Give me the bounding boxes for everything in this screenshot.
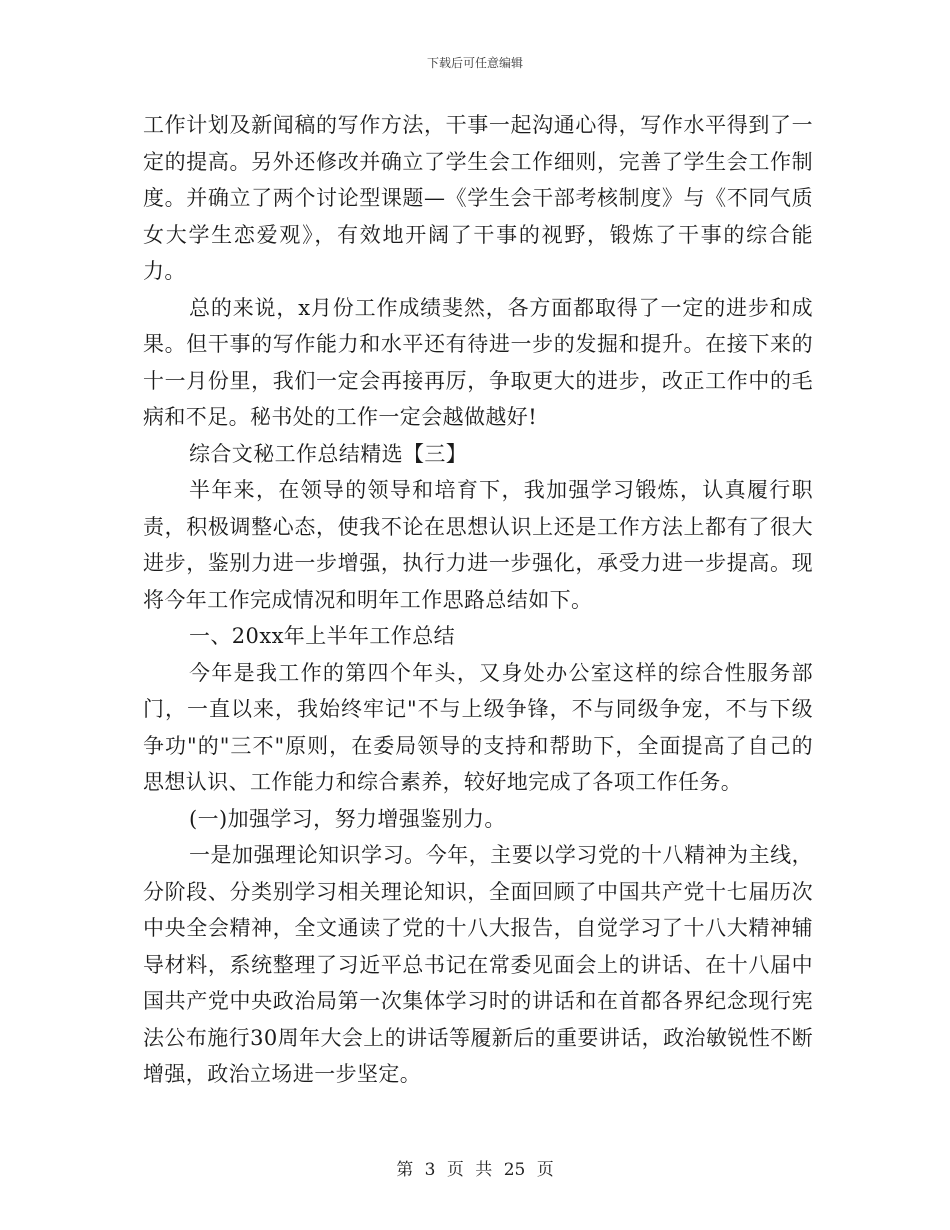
page-header: 下载后可任意编辑 (426, 56, 523, 70)
paragraph-5: 一是加强理论知识学习。今年，主要以学习党的十八精神为主线，分阶段、分类别学习相关理论知识，全面回顾了中国共产党十七届历次中央全会精神，全文通读了党的十八大报告，自觉学习了十八大精神辅导材料，系统整理了习近平总书记在常委见面会上的讲话、在十八届中国共产党中央政治局第一次集体学习时的讲话和在首都各界纪念现行宪法公布施行30周年大会上的讲话等履新后的重要讲话，政治敏锐性不断增强，政治立场进一步坚定。 (143, 843, 813, 1086)
document-body (143, 107, 813, 1093)
section-heading-one: 一、20xx年上半年工作总结 (189, 624, 456, 648)
section-heading-three: 综合文秘工作总结精选【三】 (189, 441, 468, 466)
paragraph-1: 工作计划及新闻稿的写作方法，干事一起沟通心得，写作水平得到了一定的提高。另外还修改并确立了学生会工作细则，完善了学生会工作制度。并确立了两个讨论型课题—《学生会干部考核制度》与《不同气质女大学生恋爱观》，有效地开阔了干事的视野，锻炼了干事的综合能力。 (143, 113, 813, 283)
page-footer: 第 3 页 共 25 页 (396, 1160, 554, 1180)
paragraph-4: 今年是我工作的第四个年头，又身处办公室这样的综合性服务部门，一直以来，我始终牢记"不与上级争锋，不与同级争宠，不与下级争功"的"三不"原则，在委局领导的支持和帮助下，全面提高了自己的思想认识、工作能力和综合素养，较好地完成了各项工作任务。 (143, 660, 813, 794)
paragraph-2: 总的来说，x月份工作成绩斐然，各方面都取得了一定的进步和成果。但干事的写作能力和水平还有待进一步的发掘和提升。在接下来的十一月份里，我们一定会再接再厉，争取更大的进步，改正工作中的毛病和不足。秘书处的工作一定会越做越好! (143, 295, 813, 429)
paragraph-3: 半年来，在领导的领导和培育下，我加强学习锻炼，认真履行职责，积极调整心态，使我不论在思想认识上还是工作方法上都有了很大进步，鉴别力进一步增强，执行力进一步强化，承受力进一步提高。现将今年工作完成情况和明年工作思路总结如下。 (143, 478, 813, 612)
subheading-one: (一)加强学习，努力增强鉴别力。 (189, 806, 506, 831)
